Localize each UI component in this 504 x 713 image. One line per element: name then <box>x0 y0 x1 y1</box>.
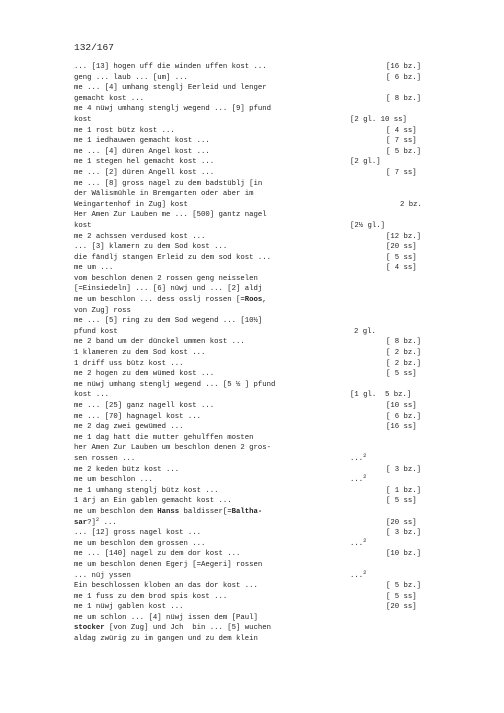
line-text-part: 1 driff uss bütz kost ... <box>74 359 184 368</box>
line-text-part: me 1 umhang stenglj bütz kost ... <box>74 486 219 495</box>
line-text <box>74 94 144 105</box>
line-text-part: me ... [4] umhang stenglj Eerleid und lenger <box>74 84 267 93</box>
line-text <box>74 634 258 645</box>
line-text-part: 1 klameren zu dem Sod kost ... <box>74 349 206 358</box>
text-line <box>74 422 434 433</box>
line-text-part: me 2 band um der dünckel ummen kost ... <box>74 338 245 347</box>
amount <box>386 337 421 348</box>
line-text <box>74 496 232 507</box>
amount-value: ... <box>350 454 364 463</box>
line-text <box>74 348 205 359</box>
line-text <box>74 306 131 317</box>
line-text <box>74 412 201 423</box>
footnote-marker: 2 <box>363 568 367 576</box>
amount-value: ... <box>350 539 364 548</box>
amount <box>386 232 421 243</box>
text-line <box>74 210 434 221</box>
line-text-part: ... [3] klamern zu dem Sod kost ... <box>74 243 228 252</box>
amount <box>400 200 422 211</box>
line-text <box>74 189 254 200</box>
line-text <box>74 73 188 84</box>
amount-value: [ 4 ss] <box>386 126 417 135</box>
amount-value: [10 bz.] <box>386 550 422 559</box>
line-text <box>74 549 240 560</box>
text-line <box>74 62 434 73</box>
line-text <box>74 327 118 338</box>
amount-value: [12 bz.] <box>386 232 422 241</box>
line-text-part: kost <box>74 115 92 124</box>
text-line <box>74 253 434 264</box>
amount-value: ... <box>350 571 364 580</box>
footnote-marker: 2 <box>95 515 100 523</box>
amount-value: [ 5 ss] <box>386 592 417 601</box>
transcription-text <box>74 62 434 645</box>
line-text-part: me 2 achssen verdused kost ... <box>74 232 206 241</box>
line-text <box>74 515 117 529</box>
text-line <box>74 221 434 232</box>
text-line <box>74 507 434 518</box>
text-line <box>74 136 434 147</box>
text-line <box>74 634 434 645</box>
text-line <box>74 568 434 582</box>
line-text-part: die fändlj stangen Erleid zu dem sod kost ... <box>74 253 272 262</box>
amount-value: [16 ss] <box>386 423 417 432</box>
text-line <box>74 443 434 454</box>
line-text-part: baldisser[= <box>179 507 232 516</box>
text-line <box>74 200 434 211</box>
amount-value: [ 6 bz.] <box>386 73 422 82</box>
line-text-part: me 1 iedhauwen gemacht kost ... <box>74 137 210 146</box>
line-text <box>74 200 188 211</box>
line-text-part: Ein beschlossen kloben an das dor kost ... <box>74 582 258 591</box>
amount-value: [ 2 bz.] <box>386 359 422 368</box>
line-text-part: me ... [5] ring zu dem Sod wegend ... [10½] <box>74 317 263 326</box>
line-text <box>74 528 201 539</box>
line-text-part: me 2 keden bütz kost ... <box>74 465 180 474</box>
line-text-part: Weingartenhof in Zug] kost <box>74 200 188 209</box>
text-line <box>74 284 434 295</box>
line-text <box>74 284 262 295</box>
line-text-part: vom beschlon denen 2 rossen geng neisselen <box>74 274 258 283</box>
amount <box>386 348 421 359</box>
amount <box>386 263 417 274</box>
line-text <box>74 486 219 497</box>
amount <box>386 592 417 603</box>
line-text <box>74 263 113 274</box>
line-text <box>74 571 131 582</box>
text-line <box>74 496 434 507</box>
text-line <box>74 83 434 94</box>
amount-value: [ 5 bz.] <box>386 147 422 156</box>
line-text <box>74 581 258 592</box>
line-text-part: kost <box>74 221 92 230</box>
line-text <box>74 221 92 232</box>
line-text <box>74 157 214 168</box>
text-line <box>74 263 434 274</box>
line-text-part: von Zug] ross <box>74 306 131 315</box>
line-text-part: me ... [2] düren Angell kost ... <box>74 168 215 177</box>
line-text <box>74 359 183 370</box>
line-text <box>74 232 205 243</box>
text-line <box>74 536 434 550</box>
amount <box>386 62 421 73</box>
text-line <box>74 94 434 105</box>
amount-value: [ 1 bz.] <box>386 486 422 495</box>
line-text <box>74 592 227 603</box>
text-line <box>74 401 434 412</box>
amount <box>386 136 417 147</box>
line-text <box>74 168 214 179</box>
line-text-part: me ... [8] gross nagel zu dem badstüblj [in <box>74 179 263 188</box>
text-line <box>74 613 434 624</box>
amount <box>386 602 417 613</box>
line-text-part: me um beschlon dem <box>74 507 158 516</box>
text-line <box>74 465 434 476</box>
line-text-part: ... [12] gross nagel kost ... <box>74 529 201 538</box>
line-text-part: gemacht kost ... <box>74 94 145 103</box>
line-text-part: me um ... <box>74 264 114 273</box>
amount <box>386 465 421 476</box>
text-line <box>74 451 434 465</box>
amount-value: [ 7 ss] <box>386 137 417 146</box>
line-text <box>74 62 267 73</box>
line-text-part: me 1 dag hatt die mutter gehulffen mosten <box>74 433 254 442</box>
text-line <box>74 147 434 158</box>
text-line <box>74 380 434 391</box>
amount-value: [ 5 ss] <box>386 497 417 506</box>
text-line <box>74 337 434 348</box>
text-line <box>74 528 434 539</box>
page-number: 132/167 <box>74 42 114 53</box>
amount-value: [10 ss] <box>386 402 417 410</box>
amount-value: [2½ gl.] <box>350 221 386 230</box>
line-text <box>74 507 262 518</box>
bold-name: stocker <box>74 624 105 633</box>
line-text <box>74 433 254 444</box>
line-text <box>74 316 262 327</box>
text-line <box>74 168 434 179</box>
line-text-part: me um beschlon dem grossen ... <box>74 539 206 548</box>
line-text <box>74 465 179 476</box>
amount <box>386 581 421 592</box>
amount <box>350 115 407 126</box>
amount-value: [ 8 bz.] <box>386 338 422 347</box>
amount-value: [ 4 ss] <box>386 264 417 273</box>
footnote-marker: 2 <box>363 473 367 481</box>
line-text-part: me ... [4] düren Angel kost ... <box>74 147 210 156</box>
amount <box>350 221 385 232</box>
line-text-part: der Wälismühle in Bremgarten oder aber im <box>74 190 254 199</box>
text-line <box>74 274 434 285</box>
line-text-part: me 1 stegen hel gemacht kost ... <box>74 158 215 167</box>
amount <box>354 327 376 338</box>
text-line <box>74 475 434 486</box>
text-line <box>74 348 434 359</box>
line-text-part: me 2 dag zwei gewümed ... <box>74 423 184 432</box>
bold-name: sar <box>74 518 88 527</box>
line-text <box>74 295 267 306</box>
text-line <box>74 549 434 560</box>
footnote-marker: 2 <box>363 536 367 544</box>
amount-value: [ 3 bz.] <box>386 465 422 474</box>
amount <box>386 253 417 264</box>
line-text-part: , <box>262 296 267 305</box>
line-text <box>74 401 214 412</box>
amount <box>350 475 366 486</box>
amount <box>350 451 367 465</box>
line-text-part: me ... [25] ganz nagell kost ... <box>74 402 215 410</box>
line-text-part: me nüwj umhang stenglj wegend ... [5 ½ ] pfund <box>74 380 276 389</box>
text-line <box>74 486 434 497</box>
line-text <box>74 126 175 137</box>
line-text-part: 1 ärj an Ein gablen gemacht kost ... <box>74 497 232 506</box>
amount-value: [2 gl. 10 ss] <box>350 115 407 124</box>
text-line <box>74 581 434 592</box>
line-text-part: Her Amen Zur Lauben me ... [500] gantz nagel <box>74 211 267 220</box>
bold-name: Roos <box>244 296 263 305</box>
amount-value: [20 ss] <box>386 518 417 527</box>
text-line <box>74 623 434 634</box>
amount <box>386 528 421 539</box>
amount <box>386 496 417 507</box>
line-text-part: me um schlon ... [4] nüwj issen dem [Paul] <box>74 613 258 622</box>
amount-value: [ 5 bz.] <box>386 582 422 591</box>
amount <box>386 412 421 423</box>
amount <box>386 73 421 84</box>
line-text-part: ... nüj yssen <box>74 571 131 580</box>
line-text-part: [von Zug] und Jch bin ... [5] wuchen <box>104 624 272 633</box>
line-text <box>74 115 92 126</box>
amount <box>350 390 411 401</box>
line-text <box>74 422 183 433</box>
line-text <box>74 613 258 624</box>
amount <box>386 401 417 412</box>
line-text <box>74 147 210 158</box>
line-text <box>74 539 205 550</box>
text-line <box>74 232 434 243</box>
amount-value: [ 5 ss] <box>386 370 417 379</box>
line-text <box>74 337 245 348</box>
line-text-part: me um beschlon ... dess osslj rossen [= <box>74 296 245 305</box>
line-text <box>74 443 271 454</box>
amount-value: [20 ss] <box>386 603 417 612</box>
text-line <box>74 390 434 401</box>
amount <box>386 422 417 433</box>
line-text <box>74 274 258 285</box>
line-text-part: geng ... laub ... [um] ... <box>74 73 188 82</box>
amount-value: [ 3 bz.] <box>386 529 422 538</box>
amount-value: [1 gl. 5 bz.] <box>350 391 412 400</box>
line-text-part: me 4 nüwj umhang stenglj wegend ... [9] pfund <box>74 105 272 114</box>
amount-value: ... <box>350 476 364 485</box>
amount <box>386 549 421 560</box>
amount-value: [20 ss] <box>386 243 417 252</box>
amount <box>386 242 417 253</box>
text-line <box>74 369 434 380</box>
bold-name: Balthа- <box>231 507 263 516</box>
line-text <box>74 602 183 613</box>
line-text <box>74 369 214 380</box>
text-line <box>74 242 434 253</box>
line-text-part: pfund kost <box>74 327 118 336</box>
line-text-part: her Amen Zur Lauben um beschlon denen 2 gros- <box>74 444 272 453</box>
line-text-part: me 1 nüwj gablen kost ... <box>74 603 184 612</box>
amount-value: [2 gl.] <box>350 158 381 167</box>
line-text-part: [=Einsiedeln] ... [6] nüwj und ... [2] aldj <box>74 285 263 294</box>
amount-value: [ 8 bz.] <box>386 94 422 103</box>
line-text <box>74 390 109 401</box>
line-text <box>74 104 271 115</box>
line-text-part: kost ... <box>74 391 110 400</box>
text-line <box>74 316 434 327</box>
line-text-part: aldag zwürig zu im gangen und zu dem klein <box>74 635 258 644</box>
line-text-part: me 2 hogen zu dem wümed kost ... <box>74 370 215 379</box>
line-text <box>74 475 153 486</box>
text-line <box>74 515 434 529</box>
amount <box>386 94 421 105</box>
line-text-part: ?] <box>87 518 96 527</box>
text-line <box>74 560 434 571</box>
text-line <box>74 104 434 115</box>
amount <box>386 518 417 529</box>
amount-value: [ 2 bz.] <box>386 349 422 358</box>
amount <box>386 126 417 137</box>
text-line <box>74 433 434 444</box>
text-line <box>74 412 434 423</box>
line-text <box>74 454 135 465</box>
amount <box>386 359 421 370</box>
text-line <box>74 179 434 190</box>
line-text <box>74 179 262 190</box>
line-text-part: me 1 fuss zu dem brod spis kost ... <box>74 592 228 601</box>
text-line <box>74 115 434 126</box>
text-line <box>74 295 434 306</box>
amount <box>350 157 381 168</box>
line-text-part: me um beschlon denen Egerj [=Aegeri] rossen <box>74 560 263 569</box>
line-text-part: ... <box>99 518 117 527</box>
text-line <box>74 327 434 338</box>
line-text <box>74 380 275 391</box>
line-text-part: sen rossen ... <box>74 454 136 463</box>
line-text-part: me um beschlon ... <box>74 476 153 485</box>
line-text <box>74 136 210 147</box>
amount <box>386 369 417 380</box>
footnote-marker: 2 <box>363 451 367 459</box>
amount <box>350 568 367 582</box>
line-text <box>74 623 271 634</box>
amount <box>386 486 421 497</box>
line-text-part: me 1 rost bütz kost ... <box>74 126 175 135</box>
line-text <box>74 560 262 571</box>
amount-value: [ 5 ss] <box>386 253 417 262</box>
text-line <box>74 157 434 168</box>
line-text <box>74 242 227 253</box>
text-line <box>74 592 434 603</box>
line-text-part: me ... [70] hagnagel kost ... <box>74 412 201 421</box>
line-text-part: ... [13] hogen uff die winden uffen kost ... <box>74 63 267 71</box>
text-line <box>74 602 434 613</box>
amount-value: [ 7 ss] <box>386 168 417 177</box>
amount <box>350 536 367 550</box>
amount-value: [16 bz.] <box>386 63 422 71</box>
line-text <box>74 253 271 264</box>
text-line <box>74 306 434 317</box>
line-text <box>74 83 267 94</box>
amount-value: 2 bz. <box>400 200 422 209</box>
amount-value: [ 6 bz.] <box>386 412 422 421</box>
text-line <box>74 73 434 84</box>
line-text-part: me ... [140] nagel zu dem dor kost ... <box>74 550 241 559</box>
text-line <box>74 126 434 137</box>
line-text <box>74 210 267 221</box>
amount-value: 2 gl. <box>354 327 376 336</box>
text-line <box>74 189 434 200</box>
amount <box>386 168 417 179</box>
text-line <box>74 359 434 370</box>
amount <box>386 147 421 158</box>
bold-name: Hanss <box>157 507 180 516</box>
